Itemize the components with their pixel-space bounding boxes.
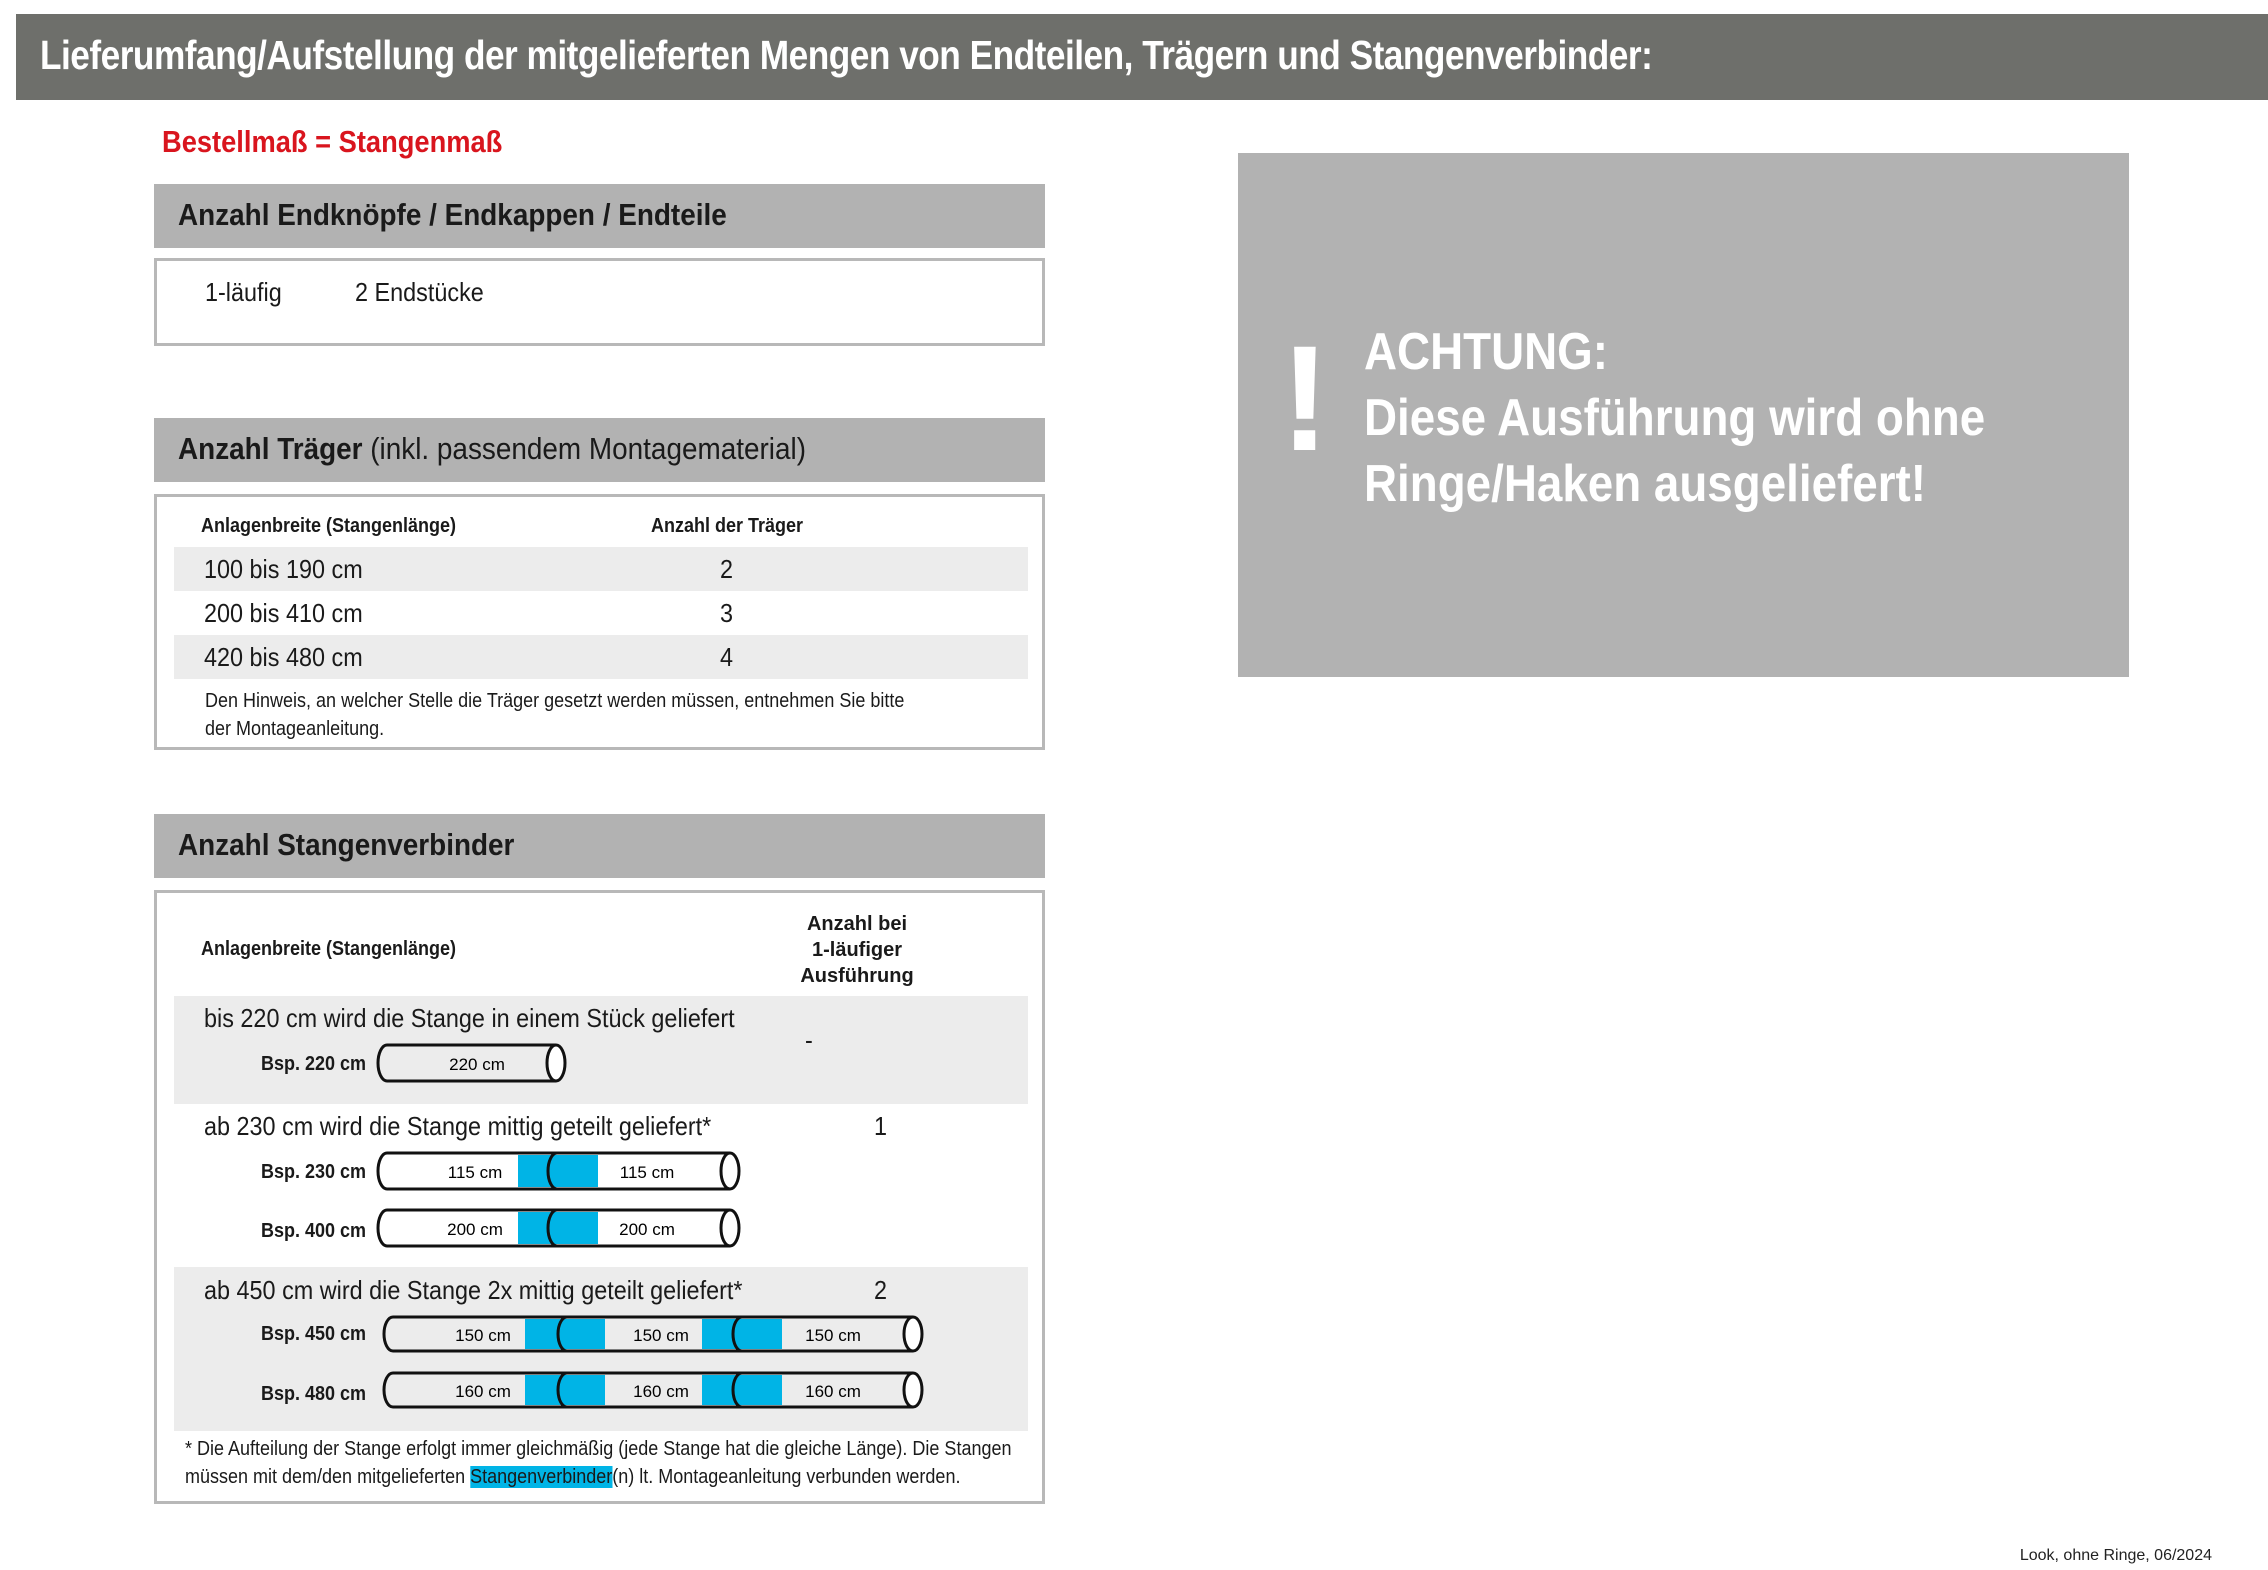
rod-diagrams: [157, 893, 1042, 1501]
traeger-count: 2: [720, 554, 734, 584]
endteile-label: 1-läufig: [205, 277, 282, 307]
section-traeger-title: Anzahl Träger (inkl. passendem Montagematerial): [178, 431, 807, 466]
footer-note: Look, ohne Ringe, 06/2024: [2019, 1547, 2212, 1564]
rod-480: [384, 1373, 922, 1407]
rod-400: [378, 1210, 739, 1246]
section-endteile-header: [154, 184, 1045, 248]
exclamation-icon: !: [1280, 314, 1330, 482]
rod-segment-label: 150 cm: [633, 1326, 689, 1345]
verbinder-desc: bis 220 cm wird die Stange in einem Stück geliefert: [204, 1003, 735, 1033]
rod-segment-label: 150 cm: [455, 1326, 511, 1345]
warning-box: [1238, 153, 2129, 677]
header-bar: [16, 14, 2268, 100]
verbinder-count: 2: [874, 1275, 888, 1305]
rod-segment-label: 160 cm: [805, 1382, 861, 1401]
verbinder-desc: ab 450 cm wird die Stange 2x mittig geteilt geliefert*: [204, 1275, 743, 1305]
endteile-box: [154, 258, 1045, 346]
traeger-note-2: der Montageanleitung.: [205, 718, 385, 740]
traeger-note-1: Den Hinweis, an welcher Stelle die Träger gesetzt werden müssen, entnehmen Sie bitte: [205, 690, 905, 712]
order-note: Bestellmaß = Stangenmaß: [162, 124, 503, 159]
rod-450: [384, 1317, 922, 1351]
rod-segment-label: 220 cm: [449, 1055, 505, 1074]
rod-segment-label: 160 cm: [455, 1382, 511, 1401]
traeger-range: 100 bis 190 cm: [204, 554, 363, 584]
example-label: Bsp. 230 cm: [261, 1161, 367, 1183]
footnote-highlight: Stangenverbinder: [470, 1466, 613, 1488]
section-verbinder-title: Anzahl Stangenverbinder: [178, 827, 515, 862]
traeger-table: [154, 494, 1045, 750]
section-traeger-header: [154, 418, 1045, 482]
rod-230: [378, 1153, 739, 1189]
table-row: [174, 591, 1028, 635]
traeger-range: 420 bis 480 cm: [204, 642, 363, 672]
rod-segment-label: 150 cm: [805, 1326, 861, 1345]
endteile-value: 2 Endstücke: [355, 277, 484, 307]
rod-220: [378, 1045, 565, 1081]
table-row: [174, 635, 1028, 679]
footnote-line-1: * Die Aufteilung der Stange erfolgt immer gleichmäßig (jede Stange hat die gleiche Länge). Die Stangen: [185, 1438, 1012, 1460]
rod-segment-label: 160 cm: [633, 1382, 689, 1401]
traeger-count: 4: [720, 642, 734, 672]
verbinder-desc: ab 230 cm wird die Stange mittig geteilt geliefert*: [204, 1111, 712, 1141]
verbinder-col-width: Anlagenbreite (Stangenlänge): [201, 938, 457, 960]
verbinder-col-count: Anzahl bei 1-läufiger Ausführung: [800, 913, 914, 987]
footnote-line-2: müssen mit dem/den mitgelieferten Stangenverbinder(n) lt. Montageanleitung verbunden werden.: [185, 1466, 961, 1488]
verbinder-count: -: [805, 1025, 813, 1055]
traeger-range: 200 bis 410 cm: [204, 598, 363, 628]
rod-segment-label: 200 cm: [447, 1220, 503, 1239]
example-label: Bsp. 450 cm: [261, 1323, 367, 1345]
rod-segment-label: 115 cm: [619, 1163, 675, 1182]
warning-text: ACHTUNG: Diese Ausführung wird ohne Ringe/Haken ausgeliefert!: [1364, 323, 1986, 513]
example-label: Bsp. 220 cm: [261, 1053, 367, 1075]
verbinder-table: [154, 890, 1045, 1504]
traeger-col-width: Anlagenbreite (Stangenlänge): [201, 515, 457, 537]
rod-segment-label: 115 cm: [447, 1163, 503, 1182]
rod-segment-label: 200 cm: [619, 1220, 675, 1239]
page-title: Lieferumfang/Aufstellung der mitgelieferten Mengen von Endteilen, Trägern und Stangenverbinder:: [40, 32, 1653, 78]
section-endteile-title: Anzahl Endknöpfe / Endkappen / Endteile: [178, 197, 727, 232]
table-row: [174, 547, 1028, 591]
section-verbinder-header: [154, 814, 1045, 878]
example-label: Bsp. 480 cm: [261, 1383, 367, 1405]
verbinder-count: 1: [874, 1111, 888, 1141]
traeger-count: 3: [720, 598, 734, 628]
traeger-col-count: Anzahl der Träger: [651, 515, 804, 537]
example-label: Bsp. 400 cm: [261, 1220, 367, 1242]
